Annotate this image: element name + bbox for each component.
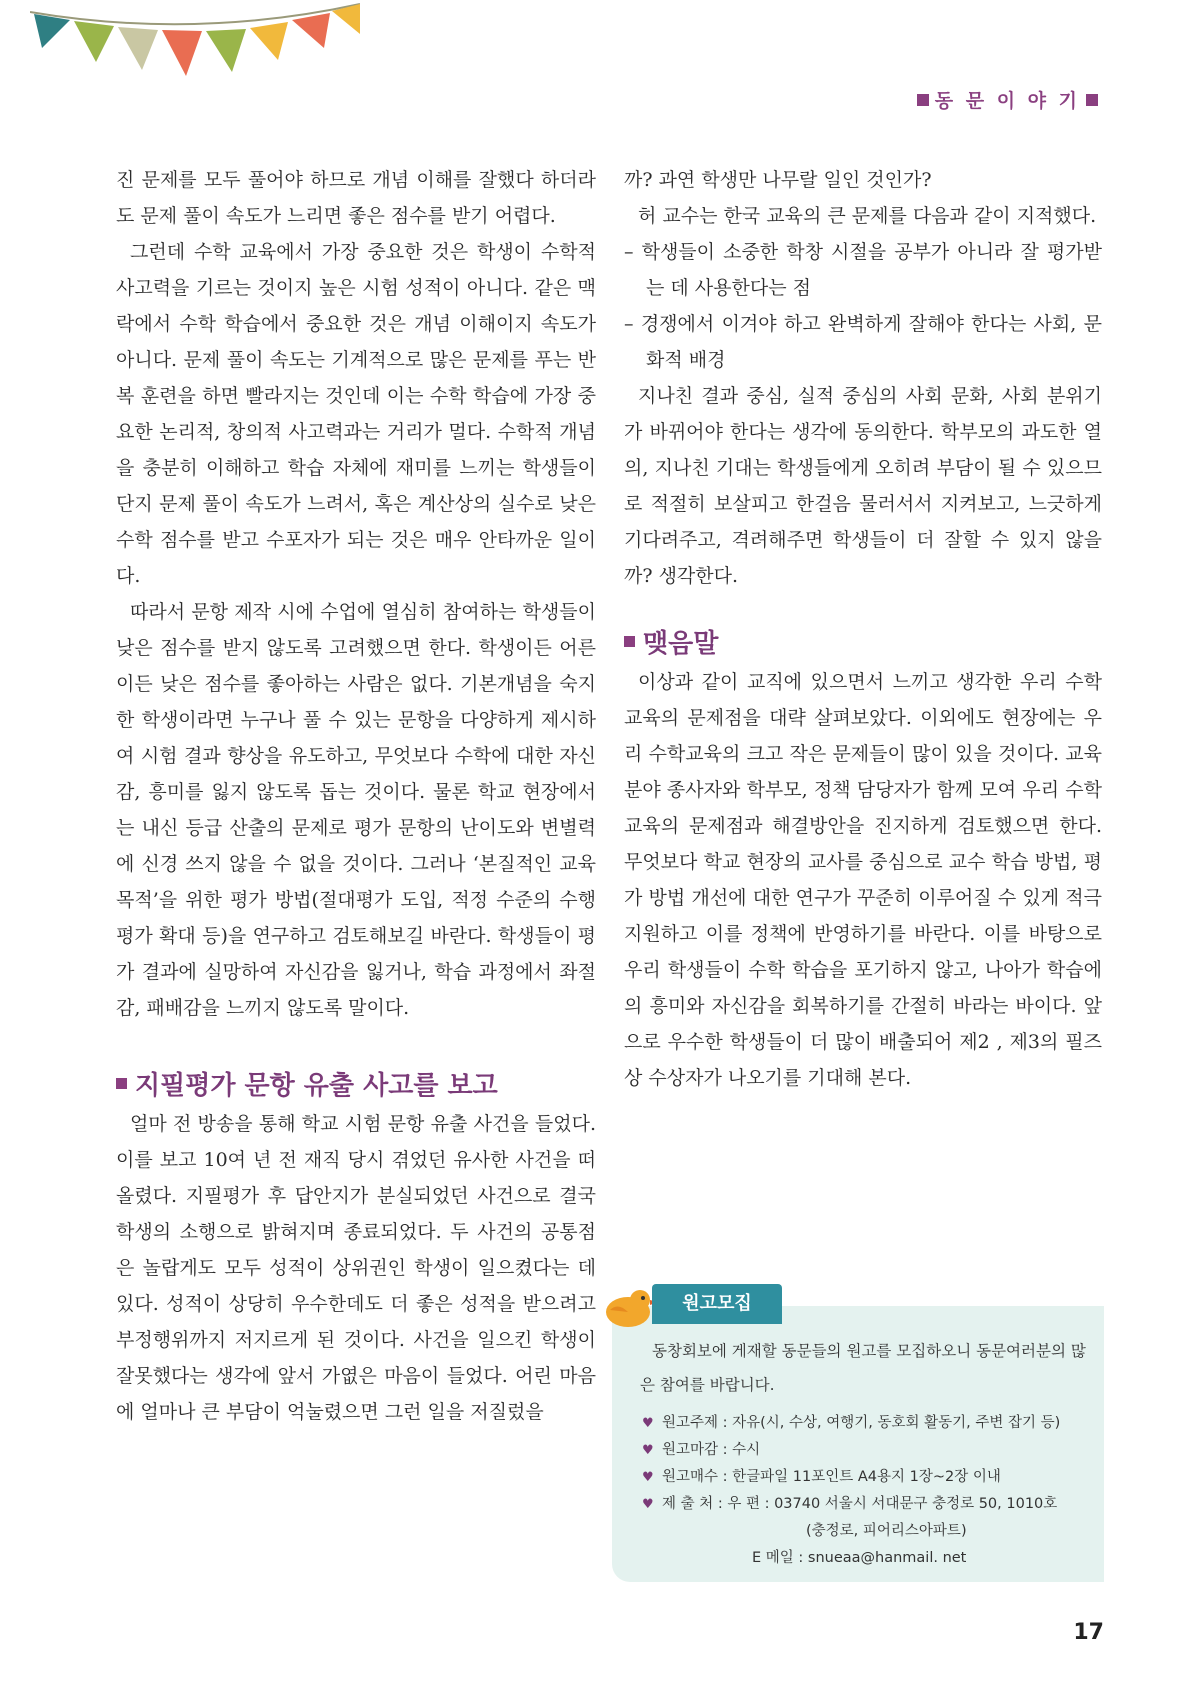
recruit-tab: 원고모집 [652, 1284, 782, 1324]
body-paragraph: 지나친 결과 중심, 실적 중심의 사회 문화, 사회 분위기가 바뀌어야 한다는 생각에 동의한다. 학부모의 과도한 열의, 지나친 기대는 학생들에게 오히려 부담이 될 수 있으므로 적절히 보살피고 한걸음 물러서서 지켜보고, 느긋하게 기다려주고, 격려해주면 학생들이 더 잘할 수 있지 않을까? 생각한다. [624, 385, 1102, 587]
manuscript-recruitment-box [612, 1306, 1104, 1582]
right-column [624, 162, 1102, 1096]
heart-icon: ♥ [642, 1470, 654, 1485]
recruit-address-sub: (충정로, 피어리스아파트) [806, 1523, 967, 1539]
body-paragraph: 이상과 같이 교직에 있으면서 느끼고 생각한 우리 수학교육의 문제점을 대략 살펴보았다. 이외에도 현장에는 우리 수학교육의 크고 작은 문제들이 많이 있을 것이다. 교육 분야 종사자와 학부모, 정책 담당자가 함께 모여 우리 수학교육의 문제점과 해결방안을 진지하게 검토했으면 한다. 무엇보다 학교 현장의 교사를 중심으로 교수 학습 방법, 평가 방법 개선에 대한 연구가 꾸준히 이루어질 수 있게 적극 지원하고 이를 정책에 반영하기를 바란다. 이를 바탕으로 우리 학생들이 수학 학습을 포기하지 않고, 나아가 학습에의 흥미와 자신감을 회복하기를 간절히 바라는 바이다. 앞으로 우수한 학생들이 더 많이 배출되어 제2 , 제3의 필즈상 수상자가 나오기를 기대해 본다. [624, 671, 1102, 1089]
heart-icon: ♥ [642, 1443, 654, 1458]
heart-icon: ♥ [642, 1416, 654, 1431]
bunting-decoration [30, 0, 360, 95]
body-paragraph: 그런데 수학 교육에서 가장 중요한 것은 학생이 수학적 사고력을 기르는 것이지 높은 시험 성적이 아니다. 같은 맥락에서 수학 학습에서 중요한 것은 개념 이해이지 속도가 아니다. 문제 풀이 속도는 기계적으로 많은 문제를 푸는 반복 훈련을 하면 빨라지는 것인데 이는 수학 학습에 가장 중요한 논리적, 창의적 사고력과는 거리가 멀다. 수학적 개념을 충분히 이해하고 학습 자체에 재미를 느끼는 학생들이 단지 문제 풀이 속도가 느려서, 혹은 계산상의 실수로 낮은 수학 점수를 받고 수포자가 되는 것은 매우 안타까운 일이다. [116, 241, 596, 587]
left-column [116, 162, 596, 1430]
body-paragraph: 얼마 전 방송을 통해 학교 시험 문항 유출 사건을 들었다. 이를 보고 10여 년 전 재직 당시 겪었던 유사한 사건을 떠올렸다. 지필평가 후 답안지가 분실되었던 사건으로 결국 학생의 소행으로 밝혀지며 종료되었다. 두 사건의 공통점은 놀랍게도 모두 성적이 상위권인 학생이 일으켰다는 데 있다. 성적이 상당히 우수한데도 더 좋은 성적을 받으려고 부정행위까지 저지르게 된 것이다. 사건을 일으킨 학생이 잘못했다는 생각에 앞서 가엾은 마음이 들었다. 어린 마음에 얼마나 큰 부담이 억눌렸으면 그런 일을 저질렀을 [116, 1113, 596, 1423]
heart-icon: ♥ [642, 1497, 654, 1512]
square-bullet-icon [116, 1078, 127, 1089]
square-marker-icon [1086, 94, 1098, 106]
section-heading: 지필평가 문항 유출 사고를 보고 [116, 1066, 596, 1106]
body-paragraph: 따라서 문항 제작 시에 수업에 열심히 참여하는 학생들이 낮은 점수를 받지 않도록 고려했으면 한다. 학생이든 어른이든 낮은 점수를 좋아하는 사람은 없다. 기본개념을 숙지한 학생이라면 누구나 풀 수 있는 문항을 다양하게 제시하여 시험 결과 향상을 유도하고, 무엇보다 수학에 대한 자신감, 흥미를 잃지 않도록 돕는 것이다. 물론 학교 현장에서는 내신 등급 산출의 문제로 평가 문항의 난이도와 변별력에 신경 쓰지 않을 수 없을 것이다. 그러나 ‘본질적인 교육 목적’을 위한 평가 방법(절대평가 도입, 적정 수준의 수행평가 확대 등)을 연구하고 검토해보길 바란다. 학생들이 평가 결과에 실망하여 자신감을 잃거나, 학습 과정에서 좌절감, 패배감을 느끼지 않도록 말이다. [116, 601, 596, 1019]
recruit-intro: 동창회보에 게재할 동문들의 원고를 모집하오니 동문여러분의 많은 참여를 바랍니다. [640, 1342, 1086, 1394]
recruit-item: ♥ 원고매수 : 한글파일 11포인트 A4용지 1장~2장 이내 [642, 1464, 1102, 1491]
body-paragraph: 진 문제를 모두 풀어야 하므로 개념 이해를 잘했다 하더라도 문제 풀이 속도가 느리면 좋은 점수를 받기 어렵다. [116, 169, 596, 227]
dash-list-item: – 학생들이 소중한 학창 시절을 공부가 아니라 잘 평가받는 데 사용한다는 점 [624, 241, 1102, 299]
recruit-item: ♥ 제 출 처 : 우 편 : 03740 서울시 서대문구 충정로 50, 1010호 [642, 1491, 1102, 1518]
bird-icon [598, 1284, 658, 1330]
square-bullet-icon [624, 636, 635, 647]
section-tag: 동 문 이 야 기 [911, 86, 1104, 113]
section-heading: 맺음말 [624, 624, 1102, 664]
recruit-list [642, 1410, 1102, 1572]
body-paragraph: 까? 과연 학생만 나무랄 일인 것인가? [624, 169, 932, 191]
page-number: 17 [1073, 1620, 1104, 1645]
dash-list-item: – 경쟁에서 이겨야 하고 완벽하게 잘해야 한다는 사회, 문화적 배경 [624, 313, 1102, 371]
body-paragraph: 허 교수는 한국 교육의 큰 문제를 다음과 같이 지적했다. [638, 205, 1097, 227]
recruit-item: ♥ 원고마감 : 수시 [642, 1437, 1102, 1464]
recruit-item: ♥ 원고주제 : 자유(시, 수상, 여행기, 동호회 활동기, 주변 잡기 등) [642, 1410, 1102, 1437]
recruit-email[interactable]: E 메일 : snueaa@hanmail. net [752, 1550, 967, 1566]
square-marker-icon [917, 94, 929, 106]
